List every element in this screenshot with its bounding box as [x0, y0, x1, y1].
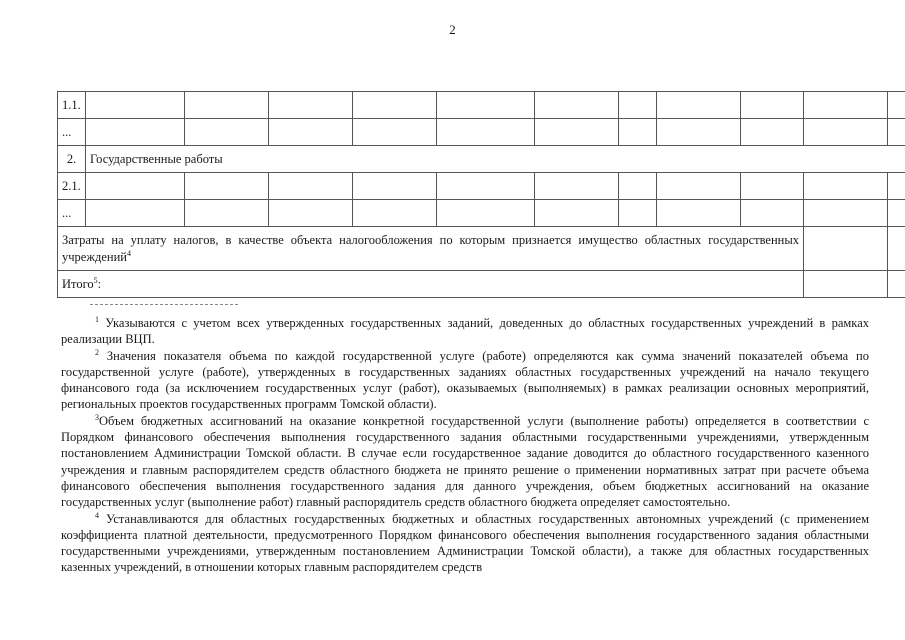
row-number: 1.1. [58, 92, 86, 119]
table-cell [888, 271, 905, 298]
table-row [58, 119, 905, 146]
footnote-text: Устанавливаются для областных государственных бюджетных и областных государственных автономных учреждений (с применением коэффициента платной деятельности, предусмотренного Порядком финансового обеспечения выполнения государственного задания областными государственными учреждениями, утвержденным постановлением Администрации Томской области), а также для областных государственных казенных учреждений, в отношении которых главным распорядителем средств [61, 511, 869, 575]
table-cell [185, 119, 269, 146]
table-cell [804, 92, 888, 119]
table-cell [804, 200, 888, 227]
table-cell [437, 92, 535, 119]
table-cell [535, 173, 619, 200]
tax-row-label: Затраты на уплату налогов, в качестве объекта налогообложения по которым признается имущество областных государственных учреждений$^4$ [58, 227, 804, 271]
footnote-ref: 5 [93, 275, 98, 285]
section-label: Государственные работы [86, 146, 905, 173]
row-number: 2. [58, 146, 86, 173]
row-number: ... [58, 200, 86, 227]
table-cell [86, 92, 185, 119]
table-cell [619, 92, 657, 119]
footnote-marker: 3 [95, 412, 99, 422]
total-row-label: Итого$^5$: [58, 271, 804, 298]
table-cell [619, 119, 657, 146]
table-cell [269, 119, 353, 146]
table-cell [741, 119, 804, 146]
table-cell [86, 119, 185, 146]
table-row-section [58, 146, 905, 173]
table-cell [888, 92, 905, 119]
footnote [61, 348, 869, 413]
table-cell [741, 173, 804, 200]
table-cell [888, 200, 905, 227]
tax-row [58, 227, 905, 271]
table-cell [437, 173, 535, 200]
table-cell [353, 200, 437, 227]
footnote-text: Значения показателя объема по каждой государственной услуге (работе) определяются как сумма значений показателей объема по государственной услуге (работе), утвержденных в государственных заданиях областных государственных учреждений на начало текущего финансового года (за исключением государственных услуг (работ), оказываемых (выполняемых) в рамках реализации основных мероприятий, региональных проектов государственных программ Томской области). [61, 348, 869, 412]
page-number: 2 [449, 22, 456, 37]
footnote-marker: 1 [95, 315, 99, 324]
table-cell [888, 227, 905, 271]
table-cell [86, 173, 185, 200]
table-cell [888, 119, 905, 146]
table-cell [888, 173, 905, 200]
table-cell [86, 200, 185, 227]
footnote-separator [90, 304, 238, 305]
table-cell [437, 200, 535, 227]
row-number: 2.1. [58, 173, 86, 200]
table-cell [741, 92, 804, 119]
table-cell [804, 227, 888, 271]
table-cell [269, 92, 353, 119]
table-cell [535, 119, 619, 146]
table-cell [185, 173, 269, 200]
table-cell [353, 119, 437, 146]
table-cell [804, 119, 888, 146]
table-cell [619, 173, 657, 200]
table-cell [741, 200, 804, 227]
row-number: ... [58, 119, 86, 146]
table-cell [185, 92, 269, 119]
footnote-marker: 4 [95, 510, 99, 520]
table-cell [619, 200, 657, 227]
table-row [58, 200, 905, 227]
data-table [57, 91, 905, 298]
table-cell [535, 92, 619, 119]
footnote [61, 511, 869, 576]
table-cell [353, 92, 437, 119]
total-row [58, 271, 905, 298]
table-cell [657, 200, 741, 227]
footnote-text: Указываются с учетом всех утвержденных государственных заданий, доведенных до областных государственных учреждений в рамках реализации ВЦП. [61, 316, 869, 347]
table-cell [657, 92, 741, 119]
table-cell [804, 271, 888, 298]
table-cell [353, 173, 437, 200]
table-row [58, 173, 905, 200]
table-cell [804, 173, 888, 200]
table-cell [269, 173, 353, 200]
footnote [61, 413, 869, 511]
table-cell [437, 119, 535, 146]
footnote-ref: 4 [126, 248, 131, 258]
footnote-text: Объем бюджетных ассигнований на оказание конкретной государственной услуги (выполнение работы) определяется в соответствии с Порядком финансового обеспечения выполнения государственного задания областными государственными учреждениями, утвержденным постановлением Администрации Томской области. В случае если государственное задание доводится до областного государственного казенного учреждения и главным распорядителем средств областного бюджета не принято решение о применении нормативных затрат при расчете объема финансового обеспечения выполнения государственного задания для данного учреждения, объем бюджетных ассигнований на оказание государственных услуг (выполнение работ) главный распорядитель средств областного бюджета определяет самостоятельно. [61, 413, 869, 510]
table-cell [657, 173, 741, 200]
footnote [61, 315, 869, 348]
footnote-marker: 2 [95, 347, 99, 357]
table-row [58, 92, 905, 119]
footnotes [61, 315, 869, 576]
table-cell [185, 200, 269, 227]
table-cell [535, 200, 619, 227]
table-cell [657, 119, 741, 146]
table-cell [269, 200, 353, 227]
